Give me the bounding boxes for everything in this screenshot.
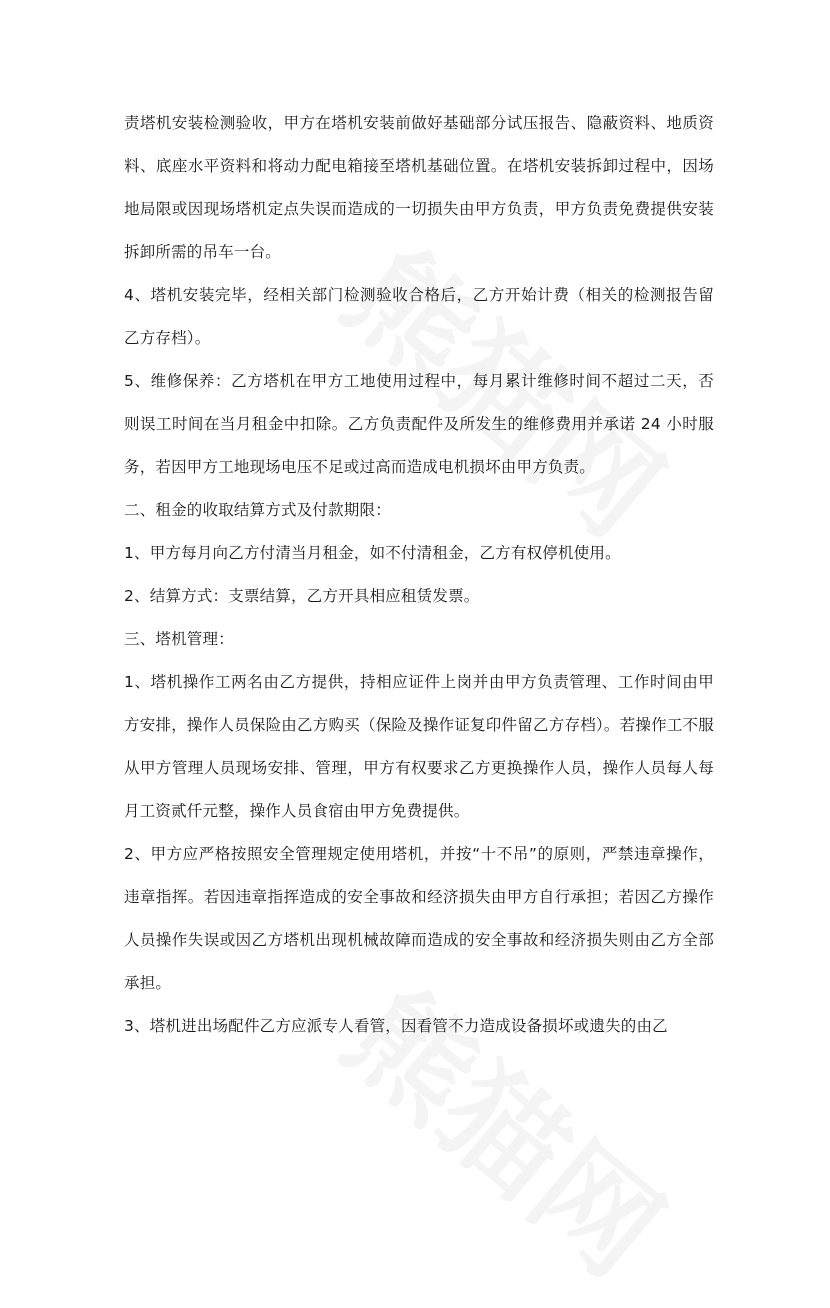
section-heading-management: 三、塔机管理： xyxy=(124,630,234,648)
paragraph-rent-1: 1、甲方每月向乙方付清当月租金，如不付清租金，乙方有权停机使用。 xyxy=(124,544,621,562)
paragraph-management-2: 2、甲方应严格按照安全管理规定使用塔机，并按“十不吊”的原则，严禁违章操作，违章指挥。若因违章指挥造成的安全事故和经济损失由甲方自行承担；若因乙方操作人员操作失误或因乙方塔机出现机械故障而造成的安全事故和经济损失则由乙方全部承担。 xyxy=(124,845,714,992)
paragraph-rent-2: 2、结算方式：支票结算，乙方开具相应租赁发票。 xyxy=(124,587,480,605)
paragraph-management-1: 1、塔机操作工两名由乙方提供，持相应证件上岗并由甲方负责管理、工作时间由甲方安排，操作人员保险由乙方购买（保险及操作证复印件留乙方存档）。若操作工不服从甲方管理人员现场安排、管理，甲方有权要求乙方更换操作人员，操作人员每人每月工资贰仟元整，操作人员食宿由甲方免费提供。 xyxy=(124,673,714,820)
section-heading-rent: 二、租金的收取结算方式及付款期限： xyxy=(124,501,391,519)
document-body xyxy=(124,102,714,1048)
paragraph-equipment-install: 责塔机安装检测验收，甲方在塔机安装前做好基础部分试压报告、隐蔽资料、地质资料、底座水平资料和将动力配电箱接至塔机基础位置。在塔机安装拆卸过程中，因场地局限或因现场塔机定点失误而造成的一切损失由甲方负责，甲方负责免费提供安装拆卸所需的吊车一台。 xyxy=(124,114,714,261)
paragraph-clause-4: 4、塔机安装完毕，经相关部门检测验收合格后，乙方开始计费（相关的检测报告留乙方存档）。 xyxy=(124,286,714,347)
paragraph-management-3: 3、塔机进出场配件乙方应派专人看管，因看管不力造成设备损坏或遗失的由乙 xyxy=(124,1017,668,1035)
paragraph-clause-5-maintenance: 5、维修保养：乙方塔机在甲方工地使用过程中，每月累计维修时间不超过二天，否则误工时间在当月租金中扣除。乙方负责配件及所发生的维修费用并承诺 24 小时服务，若因甲方工地现场电压不足或过高而造成电机损坏由甲方负责。 xyxy=(124,372,714,476)
